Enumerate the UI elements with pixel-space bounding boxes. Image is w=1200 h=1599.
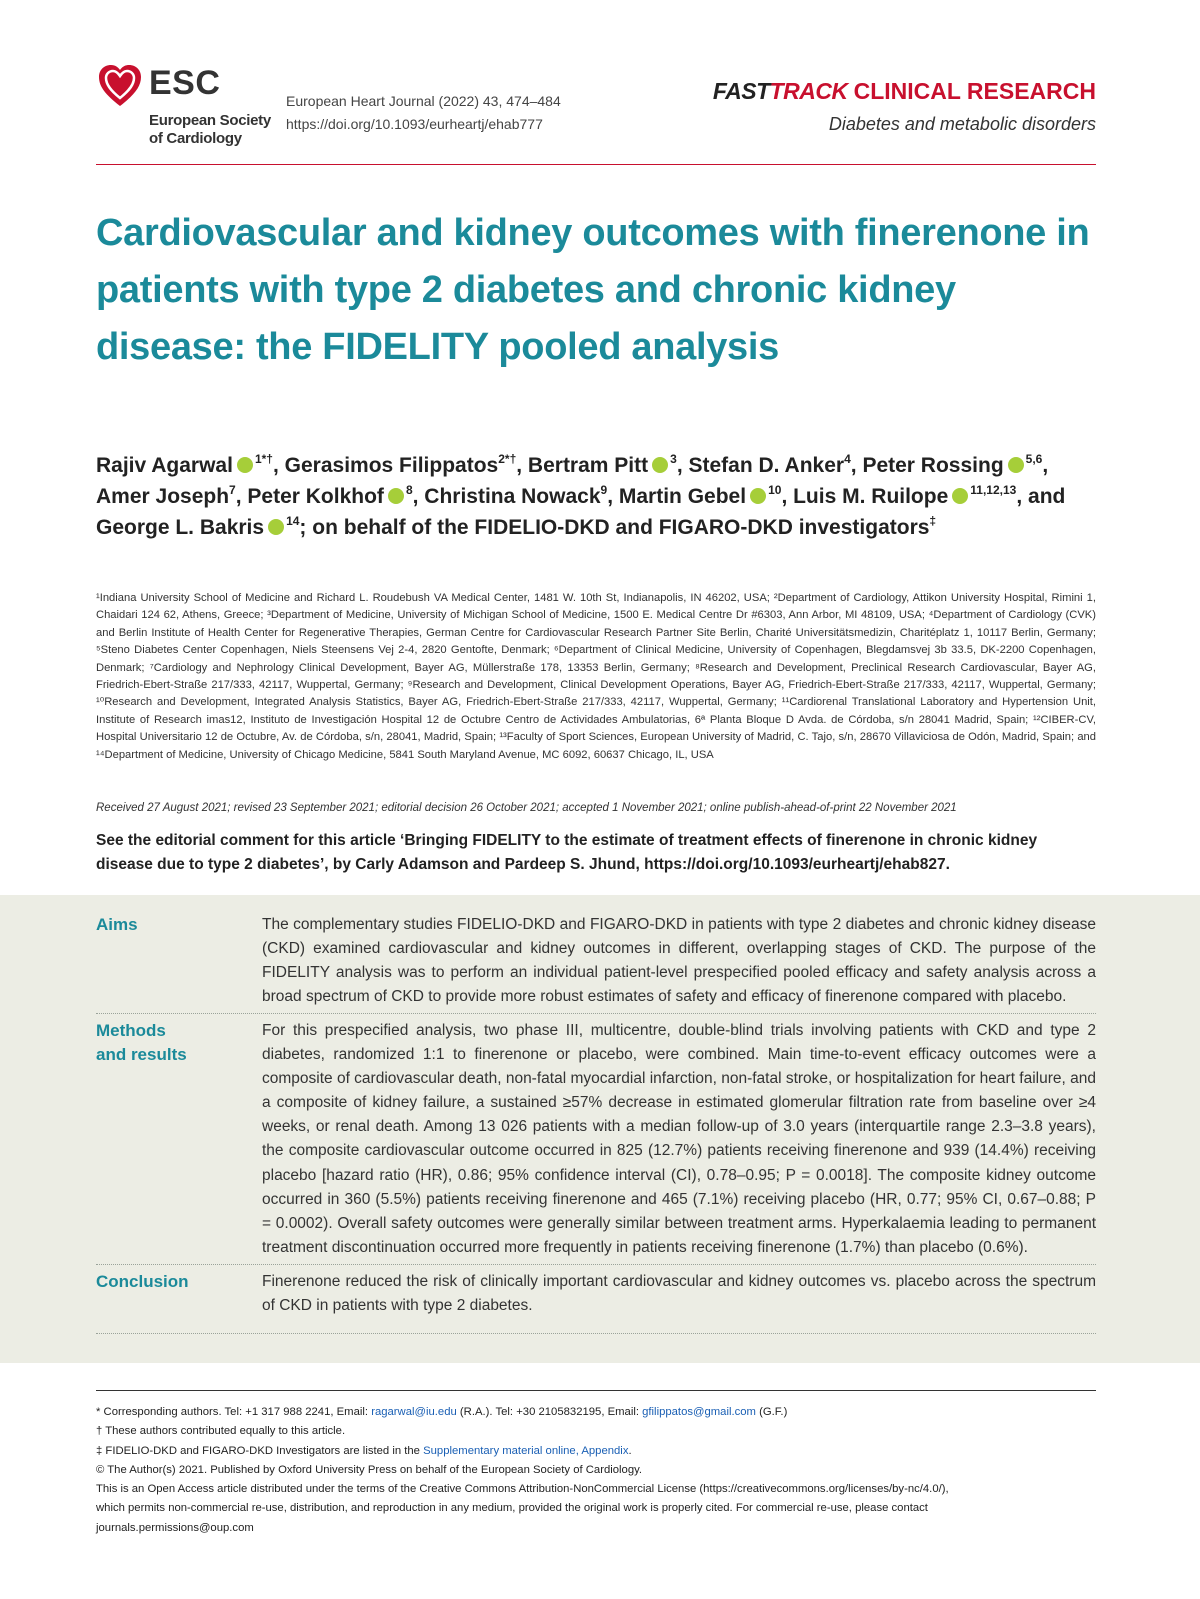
footnote-license: journals.permissions@oup.com <box>96 1521 254 1534</box>
email-link[interactable]: gfilippatos@gmail.com <box>642 1406 756 1418</box>
received-dates: Received 27 August 2021; revised 23 September 2021; editorial decision 26 October 2021; accepted 1 November 2021; online publish-ahead-of-print 22 November 2021 <box>96 802 957 814</box>
abstract-divider <box>96 1264 1096 1265</box>
affiliation-marker: 8 <box>405 483 413 497</box>
affiliation-marker: 9 <box>600 483 608 497</box>
orcid-icon[interactable] <box>388 488 404 504</box>
structured-abstract <box>0 895 1200 1363</box>
author-list <box>96 450 1096 543</box>
abstract-divider <box>96 1013 1096 1014</box>
editorial-comment: See the editorial comment for this article ‘Bringing FIDELITY to the estimate of treatment effects of finerenone in chronic kidney disease due to type 2 diabetes’, by Carly Adamson and Pardeep S. Jhund, https://doi.org/10.1093/eurheartj/ehab827. <box>96 832 1038 873</box>
affiliation-marker: 11,12,13 <box>970 483 1017 497</box>
journal-citation <box>286 90 561 136</box>
author-name: Luis M. Ruilope <box>793 485 949 508</box>
subsection-label: Diabetes and metabolic disorders <box>828 114 1096 134</box>
author-separator: , <box>412 485 425 508</box>
footnote-corresponding: * Corresponding authors. Tel: +1 317 988 2241, Email: ragarwal@iu.edu (R.A.). Tel: +30 2105832195, Email: gfilippatos@gmail.com (G.F.) <box>96 1406 788 1418</box>
author-separator: , <box>607 485 619 508</box>
aims-label: Aims <box>96 915 138 934</box>
logo-society-text: European Society of Cardiology <box>149 112 271 147</box>
orcid-icon[interactable] <box>952 488 968 504</box>
supplementary-link[interactable]: Supplementary material online, Appendix <box>423 1444 629 1457</box>
affiliation-marker: 10 <box>768 483 782 497</box>
footnote-license: which permits non-commercial re-use, distribution, and reproduction in any medium, provided the original work is properly cited. For commercial re-use, please contact <box>96 1502 928 1515</box>
footnote-divider <box>96 1390 1096 1391</box>
footnote-copyright: © The Author(s) 2021. Published by Oxford University Press on behalf of the European Society of Cardiology. <box>96 1463 643 1476</box>
logo-esc-text: ESC <box>149 64 221 102</box>
author-name: Christina Nowack <box>424 485 601 508</box>
aims-text: The complementary studies FIDELIO-DKD and FIGARO-DKD in patients with type 2 diabetes and chronic kidney disease (CKD) examined cardiovascular and kidney outcomes in different, overlapping stages of CKD. The purpose of the FIDELITY analysis was to perform an individual patient-level prespecified pooled efficacy and safety analysis across a broad spectrum of CKD to provide more robust estimates of safety and efficacy of finerenone compared with placebo. <box>262 916 1096 1006</box>
affiliation-marker: ‡ <box>929 514 937 528</box>
doi-link[interactable]: https://doi.org/10.1093/eurheartj/ehab777 <box>286 116 543 132</box>
affiliation-marker: 2*† <box>498 452 517 466</box>
author-separator: , <box>1042 454 1049 477</box>
author-separator: , <box>850 454 863 477</box>
esc-logo <box>96 60 276 150</box>
conclusion-label: Conclusion <box>96 1272 189 1291</box>
affiliation-marker: 3 <box>670 452 677 466</box>
heart-logo-icon <box>96 62 144 110</box>
orcid-icon[interactable] <box>1008 457 1024 473</box>
footnote-investigators: ‡ FIDELIO-DKD and FIGARO-DKD Investigators are listed in the Supplementary material online, Appendix. <box>96 1444 632 1457</box>
journal-line: European Heart Journal (2022) 43, 474–484 <box>286 93 561 109</box>
author-name: Amer Joseph <box>96 485 230 508</box>
orcid-icon[interactable] <box>268 519 284 535</box>
footnotes <box>96 1403 1096 1538</box>
methods-label: Methods and results <box>96 1021 187 1064</box>
affiliation-marker: 7 <box>229 483 236 497</box>
author-separator: , <box>676 454 689 477</box>
author-name: Martin Gebel <box>618 485 747 508</box>
fasttrack-banner: FASTTRACK CLINICAL RESEARCH <box>712 78 1096 104</box>
author-separator: , <box>235 485 248 508</box>
author-name: Bertram Pitt <box>527 454 649 477</box>
header-divider <box>96 164 1096 165</box>
author-name: Rajiv Agarwal <box>96 454 233 477</box>
orcid-icon[interactable] <box>750 488 766 504</box>
author-name: Stefan D. Anker <box>688 454 845 477</box>
footnote-equal-contribution: † These authors contributed equally to this article. <box>96 1425 346 1438</box>
author-separator: , and <box>1016 485 1066 508</box>
on-behalf-of: ; on behalf of the FIDELIO-DKD and FIGARO-DKD investigators <box>299 516 930 539</box>
abstract-divider <box>96 1333 1096 1334</box>
affiliation-marker: 14 <box>286 514 300 528</box>
author-separator: , <box>272 454 285 477</box>
article-title: Cardiovascular and kidney outcomes with finerenone in patients with type 2 diabetes and chronic kidney disease: the FIDELITY pooled analysis <box>96 212 1090 368</box>
author-name: Peter Rossing <box>862 454 1004 477</box>
affiliations: ¹Indiana University School of Medicine and Richard L. Roudebush VA Medical Center, 1481 W. 10th St, Indianapolis, IN 46202, USA; ²Department of Cardiology, Attikon University Hospital, Rimini 1, Chaidari 124 62, Athens, Greece; ³Department of Medicine, University of Michigan School of Medicine, 1500 E. Medical Centre Dr #6303, Ann Arbor, MI 48109, USA; ⁴Department of Cardiology (CVK) and Berlin Institute of Health Center for Regenerative Therapies, German Centre for Cardiovascular Research Partner Site Berlin, Charité Universitätsmedizin, Charitéplatz 1, 10117 Berlin, Germany; ⁵Steno Diabetes Center Copenhagen, Niels Steensens Vej 2-4, 2820 Gentofte, Denmark; ⁶Department of Clinical Medicine, University of Copenhagen, Blegdamsvej 3b 33.5, DK-2200 Copenhagen, Denmark; ⁷Cardiology and Nephrology Clinical Development, Bayer AG, Müllerstraße 178, 13353 Berlin, Germany; ⁸Research and Development, Preclinical Research Cardiovascular, Bayer AG, Friedrich-Ebert-Straße 217/333, 42117, Wuppertal, Germany; ⁹Research and Development, Clinical Development Operations, Bayer AG, Friedrich-Ebert-Straße 217/333, 42117, Wuppertal, Germany; ¹⁰Research and Development, Integrated Analysis Statistics, Bayer AG, Friedrich-Ebert-Straße 217/333, 42117, Wuppertal, Germany; ¹¹Cardiorenal Translational Laboratory and Hypertension Unit, Institute of Research imas12, Instituto de Investigación Hospital 12 de Octubre Centro de Actividades Ambulatorias, 6ª Planta Bloque D Avda. de Córdoba, s/n 28041 Madrid, Spain; ¹²CIBER-CV, Hospital Universitario 12 de Octubre, Av. de Córdoba, s/n, 28041, Madrid, Spain; ¹³Faculty of Sport Sciences, European University of Madrid, C. Tajo, s/n, 28670 Villaviciosa de Odón, Madrid, Spain; and ¹⁴Department of Medicine, University of Chicago Medicine, 5841 South Maryland Avenue, MC 6092, 60637 Chicago, IL, USA <box>96 592 1096 761</box>
orcid-icon[interactable] <box>237 457 253 473</box>
affiliation-marker: 4 <box>844 452 851 466</box>
page-header <box>96 60 1096 160</box>
footnote-license: This is an Open Access article distributed under the terms of the Creative Commons Attribution-NonCommercial License (https://creativecommons.org/licenses/by-nc/4.0/), <box>96 1483 949 1496</box>
author-name: Gerasimos Filippatos <box>284 454 499 477</box>
author-name: Peter Kolkhof <box>247 485 384 508</box>
author-name: George L. Bakris <box>96 516 265 539</box>
affiliation-marker: 1*† <box>254 452 273 466</box>
author-separator: , <box>516 454 528 477</box>
email-link[interactable]: ragarwal@iu.edu <box>371 1406 457 1418</box>
author-separator: , <box>781 485 794 508</box>
conclusion-text: Finerenone reduced the risk of clinically important cardiovascular and kidney outcomes vs. placebo across the spectrum of CKD in patients with type 2 diabetes. <box>262 1273 1096 1315</box>
methods-text: For this prespecified analysis, two phase III, multicentre, double-blind trials involving patients with CKD and type 2 diabetes, randomized 1:1 to finerenone or placebo, were combined. Main time-to-event efficacy outcomes were a composite of cardiovascular death, non-fatal myocardial infarction, non-fatal stroke, or hospitalization for heart failure, and a composite of kidney failure, a sustained ≥57% decrease in estimated glomerular filtration rate from baseline over ≥4 weeks, or renal death. Among 13 026 patients with a median follow-up of 3.0 years (interquartile range 2.3–3.8 years), the composite cardiovascular outcome occurred in 825 (12.7%) patients receiving finerenone and 939 (14.4%) receiving placebo [hazard ratio (HR), 0.86; 95% confidence interval (CI), 0.78–0.95; P = 0.0018]. The composite kidney outcome occurred in 360 (5.5%) patients receiving finerenone and 465 (7.1%) receiving placebo (HR, 0.77; 95% CI, 0.67–0.88; P = 0.0002). Overall safety outcomes were generally similar between treatment arms. Hyperkalaemia leading to permanent treatment discontinuation occurred more frequently in patients receiving finerenone (1.7%) than placebo (0.6%). <box>262 1022 1096 1256</box>
affiliation-marker: 5,6 <box>1025 452 1043 466</box>
orcid-icon[interactable] <box>652 457 668 473</box>
